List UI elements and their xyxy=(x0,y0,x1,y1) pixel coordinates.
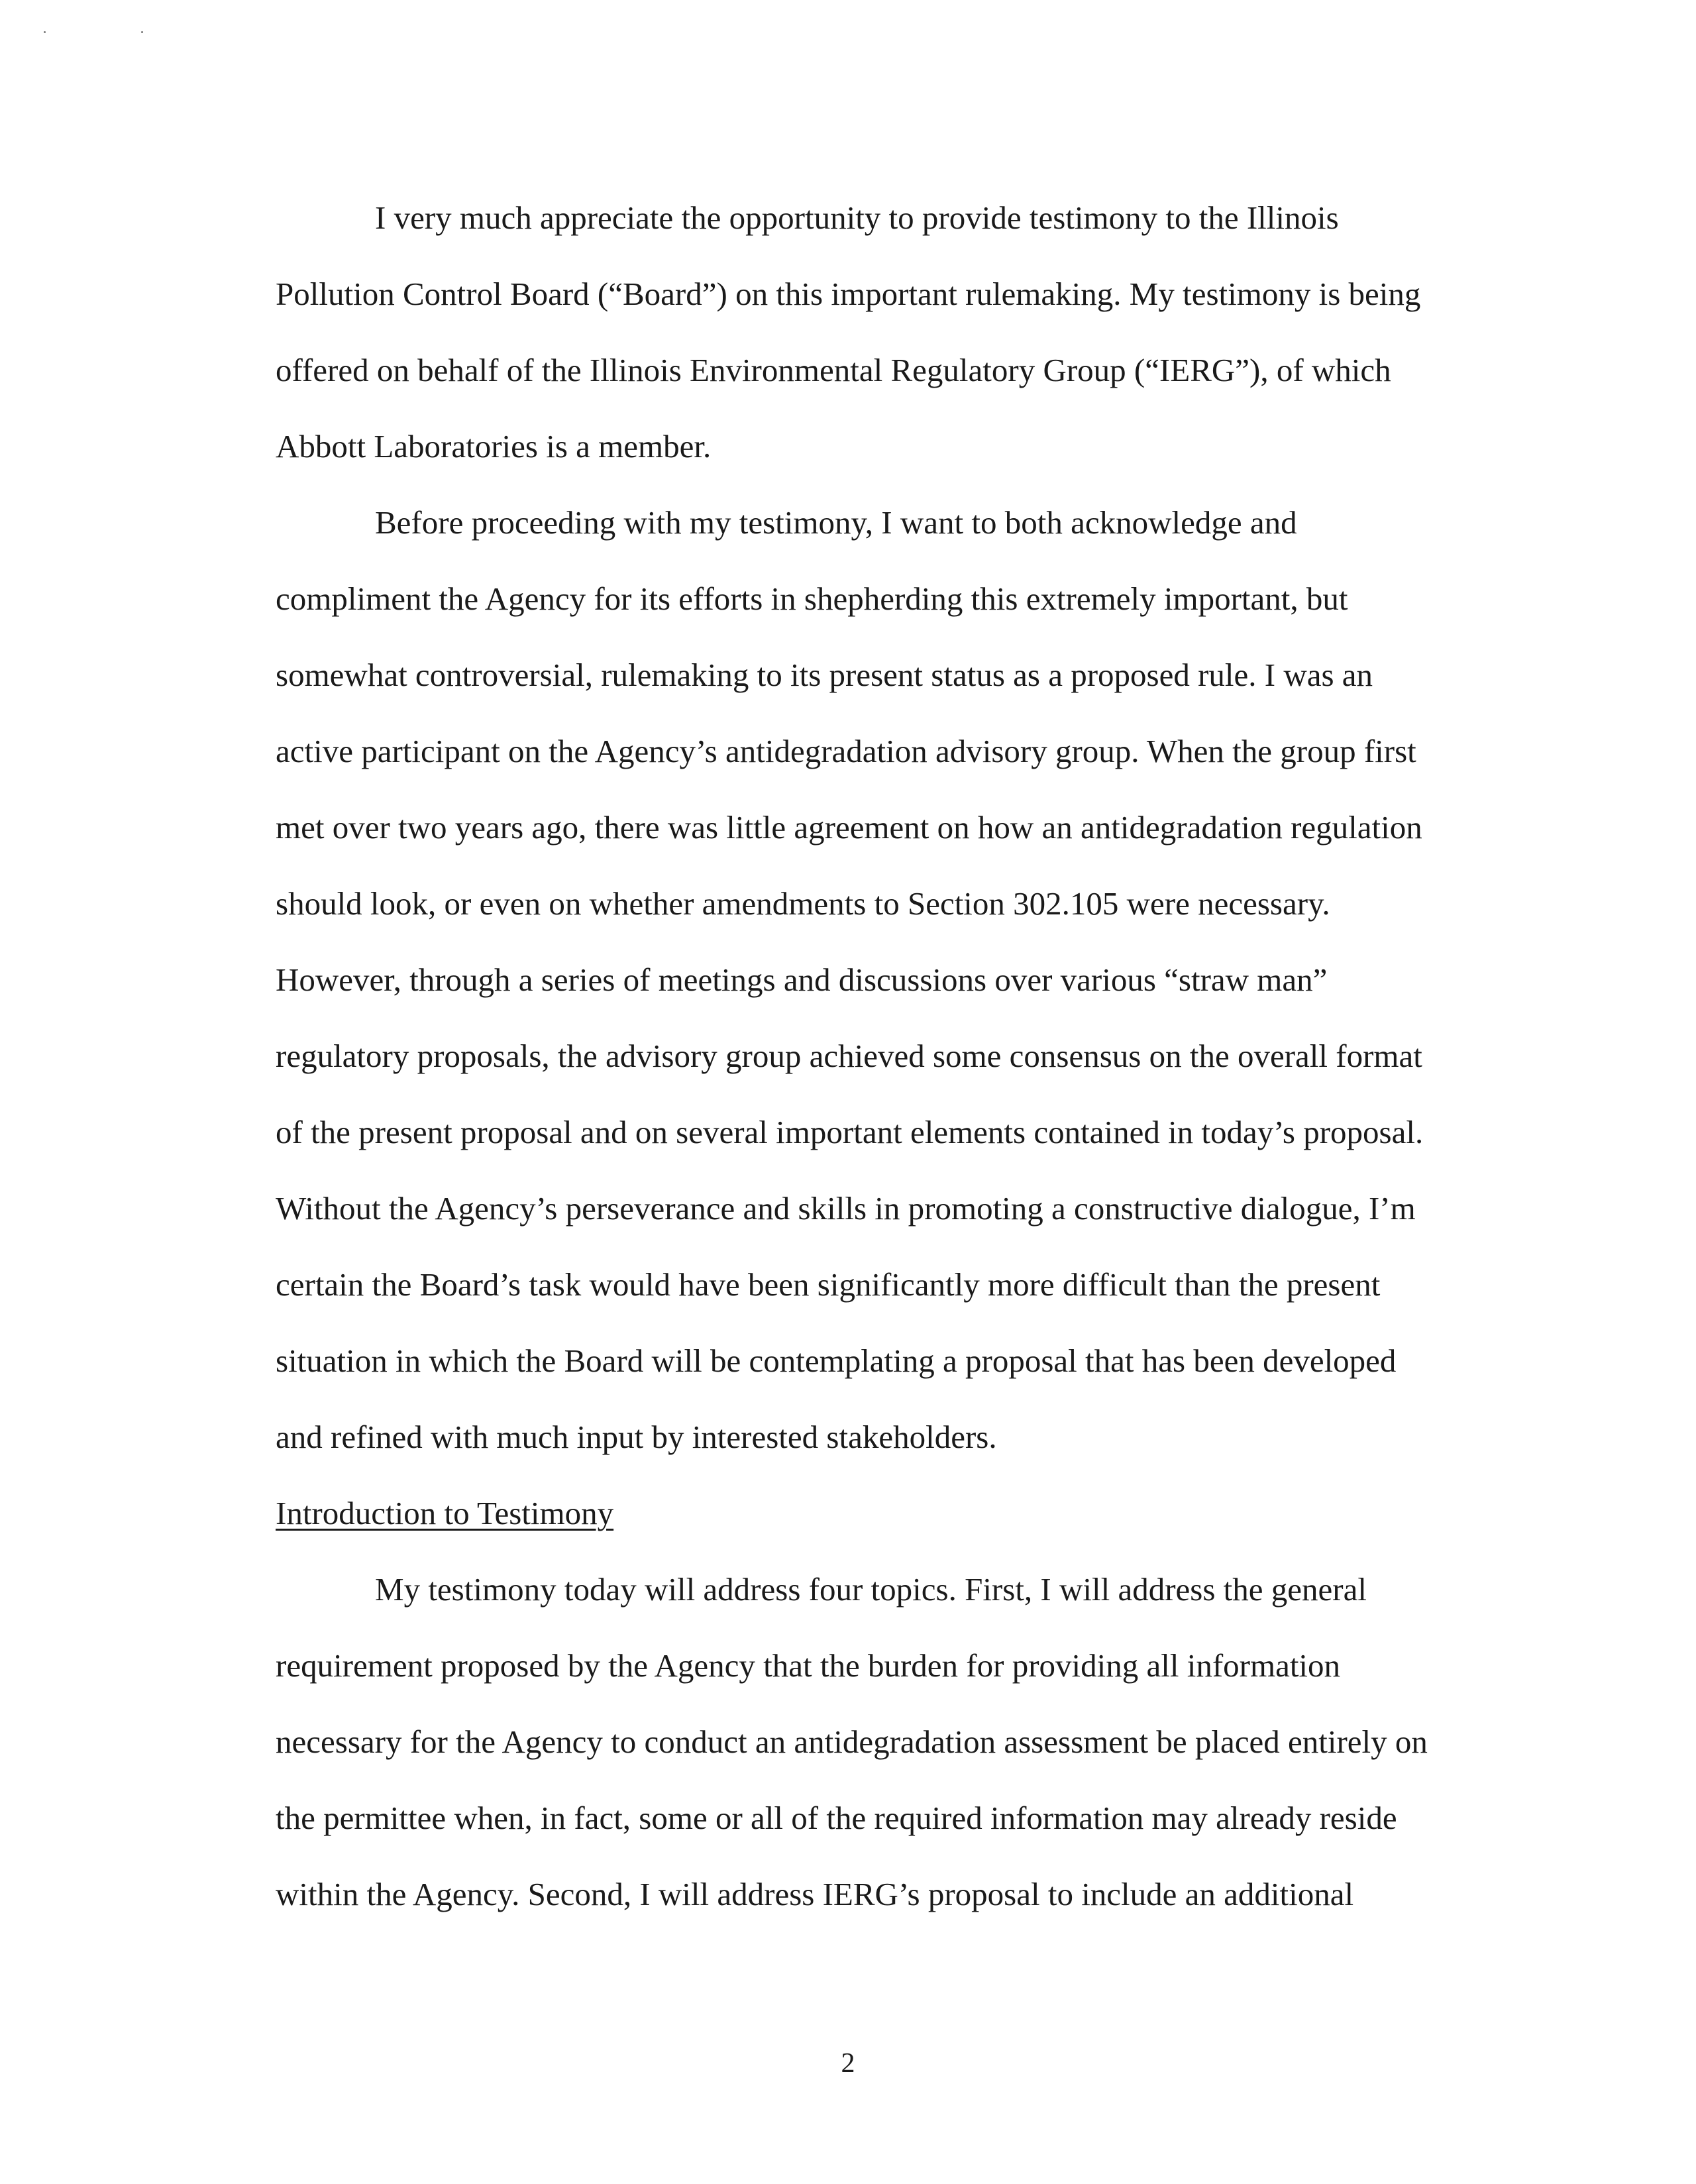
paragraph-2-line: of the present proposal and on several important elements contained in today’s proposal. xyxy=(276,1114,1424,1150)
paragraph-3-line: requirement proposed by the Agency that the burden for providing all information xyxy=(276,1647,1341,1684)
paragraph-2-line: Before proceeding with my testimony, I want to both acknowledge and xyxy=(375,504,1297,541)
paragraph-2-line: met over two years ago, there was little agreement on how an antidegradation regulation xyxy=(276,809,1422,846)
paragraph-3-line: within the Agency. Second, I will address IERG’s proposal to include an additional xyxy=(276,1876,1354,1912)
paragraph-3-line: the permittee when, in fact, some or all of the required information may already reside xyxy=(276,1800,1397,1836)
paragraph-3-line: necessary for the Agency to conduct an antidegradation assessment be placed entirely on xyxy=(276,1723,1428,1760)
paragraph-1-line: Pollution Control Board (“Board”) on this important rulemaking. My testimony is being xyxy=(276,276,1421,312)
paragraph-2-line: certain the Board’s task would have been significantly more difficult than the present xyxy=(276,1266,1381,1303)
scan-speck xyxy=(44,31,46,33)
scan-speck xyxy=(141,31,143,33)
paragraph-1-line: I very much appreciate the opportunity to provide testimony to the Illinois xyxy=(375,199,1339,236)
page-number: 2 xyxy=(841,2048,855,2079)
paragraph-2-line: somewhat controversial, rulemaking to its present status as a proposed rule. I was an xyxy=(276,657,1373,693)
paragraph-2-line: should look, or even on whether amendments to Section 302.105 were necessary. xyxy=(276,885,1330,922)
section-heading xyxy=(276,1484,1468,1560)
paragraph-2-line: active participant on the Agency’s antidegradation advisory group. When the group first xyxy=(276,733,1416,769)
paragraph-2-line: and refined with much input by interested stakeholders. xyxy=(276,1419,997,1455)
paragraph-2-line: However, through a series of meetings and discussions over various “straw man” xyxy=(276,961,1328,998)
paragraph-1-line: Abbott Laboratories is a member. xyxy=(276,428,712,464)
paragraph-1-line: offered on behalf of the Illinois Environmental Regulatory Group (“IERG”), of which xyxy=(276,352,1391,388)
paragraph-3-line: My testimony today will address four topics. First, I will address the general xyxy=(375,1571,1367,1608)
section-heading-text: Introduction to Testimony xyxy=(276,1495,614,1531)
paragraph-2-line: regulatory proposals, the advisory group achieved some consensus on the overall format xyxy=(276,1038,1422,1074)
paragraph-2-line: Without the Agency’s perseverance and skills in promoting a constructive dialogue, I’m xyxy=(276,1190,1416,1227)
body-text xyxy=(276,189,1468,1941)
paragraph-2-line: situation in which the Board will be contemplating a proposal that has been developed xyxy=(276,1342,1397,1379)
paragraph-2-line: compliment the Agency for its efforts in shepherding this extremely important, but xyxy=(276,580,1348,617)
